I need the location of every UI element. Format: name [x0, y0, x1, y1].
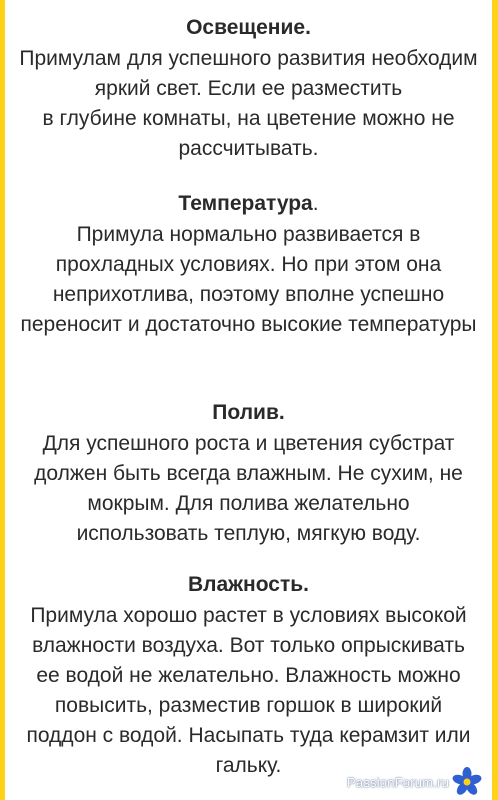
section-lighting [5, 14, 492, 164]
section-watering [5, 399, 492, 549]
body-line: ее водой не желательно. Влажность можно [36, 664, 461, 687]
body-line: повысить, разместив горшок в широкий [54, 694, 443, 717]
body-line: неприхотлива, поэтому вполне успешно [52, 283, 445, 306]
section-body [5, 601, 492, 781]
body-line: Примула хорошо растет в условиях высокой [30, 604, 467, 627]
body-line: прохладных условиях. Но при этом она [55, 253, 442, 276]
body-line: поддон с водой. Насыпать туда керамзит или [26, 724, 471, 747]
body-line: переносит и достаточно высокие температуры [20, 313, 477, 336]
section-title: Влажность. [187, 573, 310, 596]
body-line: яркий свет. Если ее разместить [94, 77, 403, 100]
body-line: рассчитывать. [178, 137, 319, 160]
section-humidity [5, 571, 492, 781]
body-line: должен быть всегда влажным. Не сухим, не [34, 462, 463, 485]
section-body [5, 429, 492, 549]
section-body [5, 220, 492, 340]
watermark-text: PassionForum.ru [347, 774, 449, 790]
section-title-suffix: . [312, 192, 319, 215]
body-line: гальку. [215, 754, 282, 777]
section-title [5, 190, 492, 218]
flower-icon [452, 767, 482, 797]
section-title: Освещение. [186, 16, 311, 39]
body-line: Примула нормально развивается в [76, 223, 421, 246]
body-line: использовать теплую, мягкую воду. [76, 522, 421, 545]
section-temperature [5, 190, 492, 340]
body-line: мокрым. Для полива желательно [87, 492, 410, 515]
section-title-text: Температура [178, 192, 313, 215]
body-line: Для успешного роста и цветения субстрат [42, 432, 455, 455]
watermark [347, 770, 482, 794]
body-line: влажности воздуха. Вот только опрыскивать [32, 634, 465, 657]
section-body [5, 44, 492, 164]
body-line: Примулам для успешного развития необходим [19, 47, 478, 70]
section-title: Полив. [212, 401, 285, 424]
article-card [5, 0, 492, 800]
body-line: в глубине комнаты, на цветение можно не [42, 107, 455, 130]
